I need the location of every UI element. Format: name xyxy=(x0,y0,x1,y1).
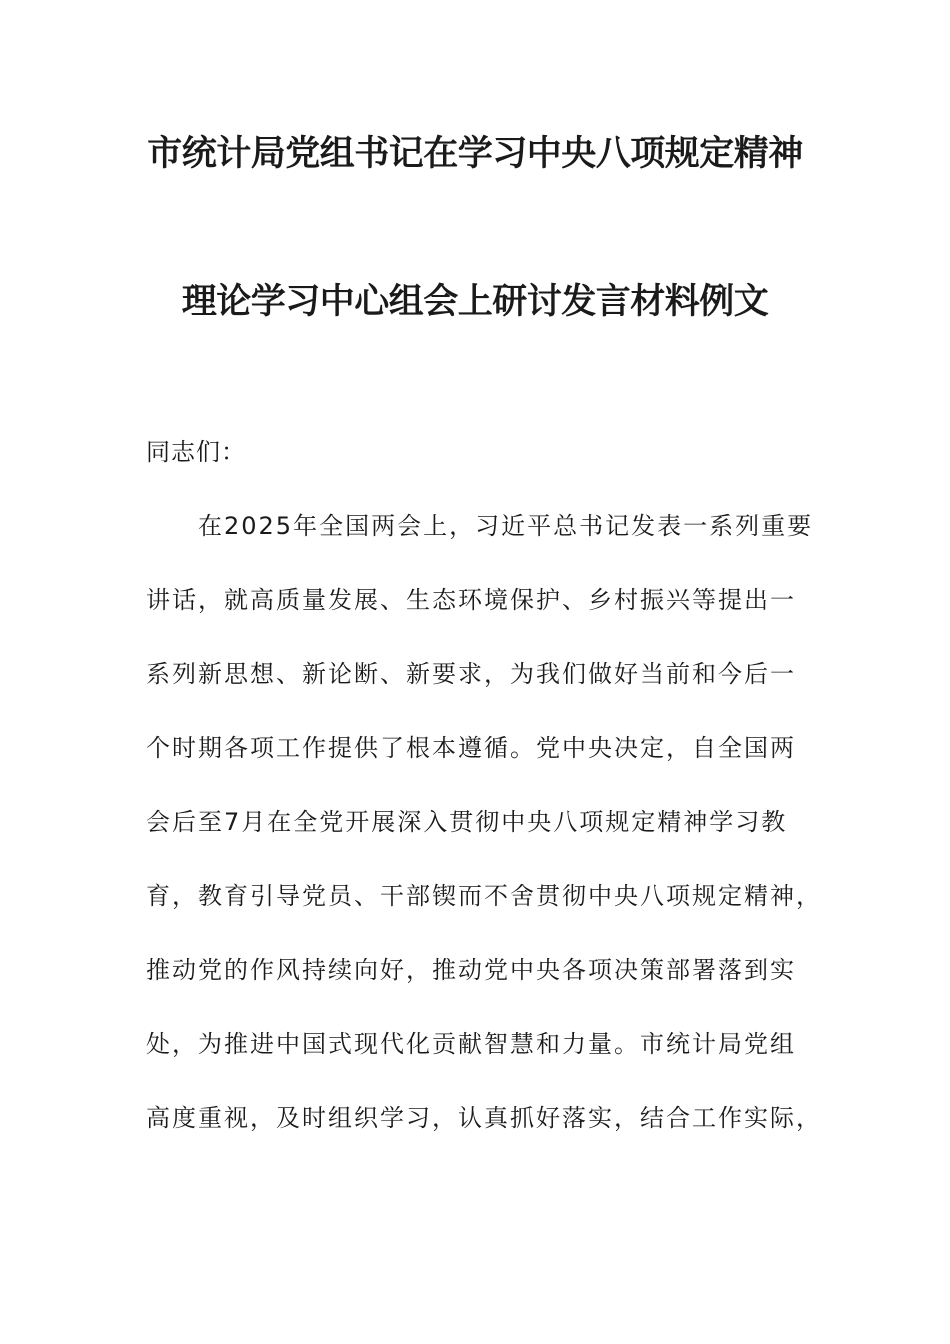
paragraph-line: 育，教育引导党员、干部锲而不舍贯彻中央八项规定精神， xyxy=(146,882,822,910)
paragraph-line: 个时期各项工作提供了根本遵循。党中央决定，自全国两 xyxy=(146,734,796,762)
document-title-line-2: 理论学习中心组会上研讨发言材料例文 xyxy=(181,282,769,322)
paragraph-line: 系列新思想、新论断、新要求，为我们做好当前和今后一 xyxy=(146,660,796,688)
document-title-line-1: 市统计局党组书记在学习中央八项规定精神 xyxy=(147,134,803,174)
paragraph-line: 在2025年全国两会上，习近平总书记发表一系列重要 xyxy=(198,512,814,540)
salutation: 同志们： xyxy=(146,438,246,466)
paragraph-line: 高度重视，及时组织学习，认真抓好落实，结合工作实际， xyxy=(146,1104,822,1132)
paragraph-line: 讲话，就高质量发展、生态环境保护、乡村振兴等提出一 xyxy=(146,586,796,614)
paragraph-line: 推动党的作风持续向好，推动党中央各项决策部署落到实 xyxy=(146,956,796,984)
paragraph-line: 处，为推进中国式现代化贡献智慧和力量。市统计局党组 xyxy=(146,1030,796,1058)
paragraph-line: 会后至7月在全党开展深入贯彻中央八项规定精神学习教 xyxy=(146,808,788,836)
